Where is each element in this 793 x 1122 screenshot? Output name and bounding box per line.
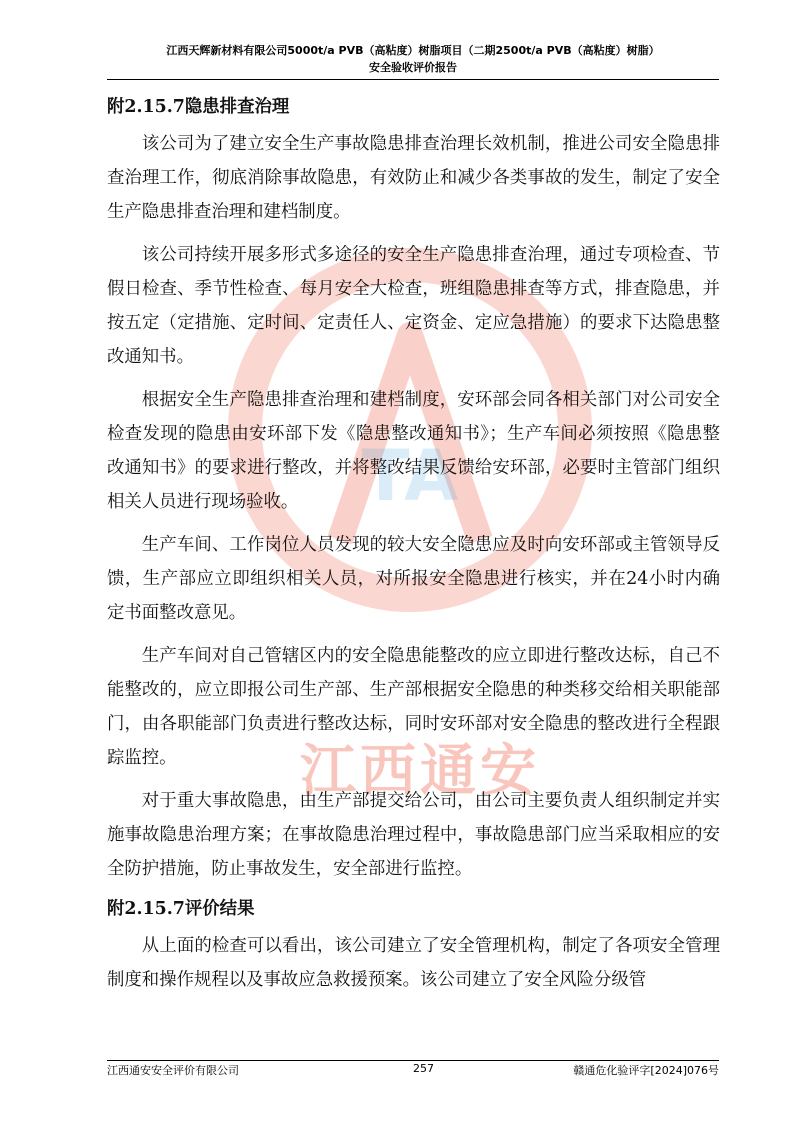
paragraph: 从上面的检查可以看出，该公司建立了安全管理机构，制定了各项安全管理制度和操作规程以及事故应急救援预案。该公司建立了安全风险分级管 — [107, 936, 720, 990]
footer-company: 江西通安安全评价有限公司 — [107, 1064, 239, 1077]
watermark-letters: TA — [361, 435, 459, 517]
page-number: 257 — [413, 1062, 434, 1075]
paragraph: 对于重大事故隐患，由生产部提交给公司，由公司主要负责人组织制定并实施事故隐患治理方案；在事故隐患治理过程中，事故隐患部门应当采取相应的安全防护措施，防止事故发生，安全部进行监控。 — [107, 791, 720, 879]
document-number: 赣通危化验评字[2024]076号 — [573, 1064, 719, 1077]
section-heading: 附2.15.7隐患排查治理 — [107, 97, 290, 117]
page-header — [107, 42, 719, 76]
footer-divider — [107, 1060, 719, 1061]
section-heading: 附2.15.7评价结果 — [107, 899, 255, 919]
paragraph: 生产车间对自己管辖区内的安全隐患能整改的应立即进行整改达标，自己不能整改的，应立即报公司生产部、生产部根据安全隐患的种类移交给相关职能部门，由各职能部门负责进行整改达标，同时安环部对安全隐患的整改进行全程跟踪监控。 — [107, 646, 720, 768]
paragraph: 该公司持续开展多形式多途径的安全生产隐患排查治理，通过专项检查、节假日检查、季节性检查、每月安全大检查，班组隐患排查等方式，排查隐患，并按五定（定措施、定时间、定责任人、定资金、定应急措施）的要求下达隐患整改通知书。 — [107, 245, 720, 367]
header-divider — [107, 79, 719, 80]
paragraph: 该公司为了建立安全生产事故隐患排查治理长效机制，推进公司安全隐患排查治理工作，彻底消除事故隐患，有效防止和减少各类事故的发生，制定了安全生产隐患排查治理和建档制度。 — [107, 134, 720, 222]
header-title-line2: 安全验收评价报告 — [369, 61, 457, 74]
paragraph: 根据安全生产隐患排查治理和建档制度，安环部会同各相关部门对公司安全检查发现的隐患由安环部下发《隐患整改通知书》；生产车间必须按照《隐患整改通知书》的要求进行整改，并将整改结果反馈给安环部，必要时主管部门组织相关人员进行现场验收。 — [107, 390, 720, 512]
page-footer — [107, 1062, 719, 1078]
header-title-line1: 江西天辉新材料有限公司5000t/a PVB（高粘度）树脂项目（二期2500t/a PVB（高粘度）树脂） — [166, 44, 660, 57]
document-body — [107, 93, 720, 1006]
paragraph: 生产车间、工作岗位人员发现的较大安全隐患应及时向安环部或主管领导反馈，生产部应立即组织相关人员，对所报安全隐患进行核实，并在24小时内确定书面整改意见。 — [107, 535, 720, 623]
watermark-text: 江西通安 — [300, 739, 540, 804]
